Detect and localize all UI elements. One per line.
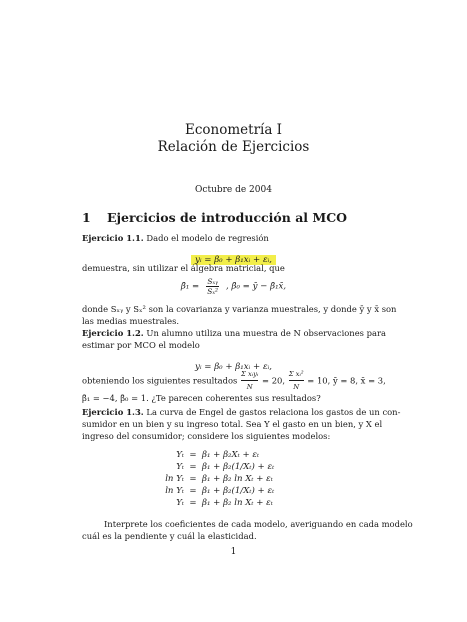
ex3-models-block [150,450,274,510]
ex3-model-row [150,474,274,486]
ex3-model-row [150,450,274,462]
ex3-line-3: ingreso del consumidor; considere los siguientes modelos: [82,431,331,441]
ex3-line-2: sumidor en un bien y su ingreso total. Sea Y el gasto en un bien, y X el [82,419,383,429]
model-lhs: ln Yₜ [165,486,184,496]
ex1-fraction-num: Sₓᵧ [207,277,218,286]
ex3-line-1-text: La curva de Engel de gastos relaciona los gastos de un con- [146,407,401,417]
ex1-text-line-1: donde Sₓᵧ y Sₓ² son la covarianza y varianza muestrales, y donde ȳ y x̄ son [82,304,397,314]
ex2-sum1-num: Σ xᵢyᵢ [241,368,258,381]
document-title [0,122,467,156]
model-rhs: β₁ + β₂ ln Xₜ + εₜ [202,474,273,484]
model-eq: = [189,474,197,484]
ex3-model-row [150,498,274,510]
ex2-line-1 [82,327,387,339]
ex2-sum2-den: N [293,383,300,391]
ex1-label: Ejercicio 1.1. [82,233,144,243]
ex1-model-highlighted: yᵢ = β₀ + β₁xᵢ + εᵢ, [191,255,276,265]
ex2-sum2-num: Σ xᵢ² [289,368,304,381]
ex1-fraction [206,277,219,296]
ex1-text-line-2: las medias muestrales. [82,316,180,326]
ex3-closing-2: cuál es la pendiente y cuál la elasticidad. [82,531,257,541]
section-number: 1 [82,210,91,225]
ex2-label: Ejercicio 1.2. [82,328,144,338]
ex2-model: yᵢ = β₀ + β₁xᵢ + εᵢ, [194,362,273,372]
model-rhs: β₁ + β₂(1/Xₜ) + εₜ [202,462,275,472]
ex1-demuestra: demuestra, sin utilizar el álgebra matricial, que [82,263,285,273]
ex2-obteniendo: obteniendo los siguientes resultados [82,375,238,386]
section-heading [82,210,347,225]
model-eq: = [189,450,197,460]
model-rhs: β₁ + β₂(1/Xₜ) + εₜ [202,486,275,496]
ex2-sum1-fraction [241,368,258,393]
model-lhs: Yₜ [176,450,184,460]
model-rhs: β₁ + β₂Xₜ + εₜ [202,450,260,460]
ex3-model-row [150,486,274,498]
ex3-line-1 [82,406,401,418]
ex1-fraction-den: Sₓ² [207,287,219,296]
ex3-label: Ejercicio 1.3. [82,407,144,417]
page-number: 1 [230,547,237,557]
model-lhs: Yₜ [176,462,184,472]
model-lhs: Yₜ [176,498,184,508]
section-title: Ejercicios de introducción al MCO [107,210,348,225]
ex2-line-1-text: Un alumno utiliza una muestra de N observaciones para [146,328,386,338]
ex2-line-last: β̂₁ = −4, β̂₀ = 1. ¿Te parecen coherentes sus resultados? [82,393,321,403]
title-line-1: Econometría I [184,122,283,138]
document-date: Octubre de 2004 [195,185,272,195]
ex1-formula [0,276,467,300]
model-lhs: ln Yₜ [165,474,184,484]
ex2-sum1-val: = 20, [262,375,286,386]
model-eq: = [189,462,197,472]
ex1-formula-rest: , β̂₀ = ȳ − β̂₁x̄, [226,281,287,292]
ex1-intro: Dado el modelo de regresión [146,233,269,243]
ex2-results-line [82,368,387,390]
ex1-intro-line [82,232,387,244]
model-eq: = [189,486,197,496]
ex2-sum2-val: = 10, ȳ = 8, x̄ = 3, [307,375,386,386]
ex3-closing-1: Interprete los coeficientes de cada modelo, averiguando en cada modelo [104,519,413,529]
ex2-sum2-fraction [289,368,304,393]
ex3-model-row [150,462,274,474]
model-rhs: β₁ + β₂ ln Xₜ + εₜ [202,498,273,508]
title-line-2: Relación de Ejercicios [157,139,310,155]
ex2-line-2: estimar por MCO el modelo [82,340,200,350]
model-eq: = [189,498,197,508]
ex2-sum1-den: N [246,383,253,391]
ex1-formula-lhs: β̂₁ = [180,281,200,292]
